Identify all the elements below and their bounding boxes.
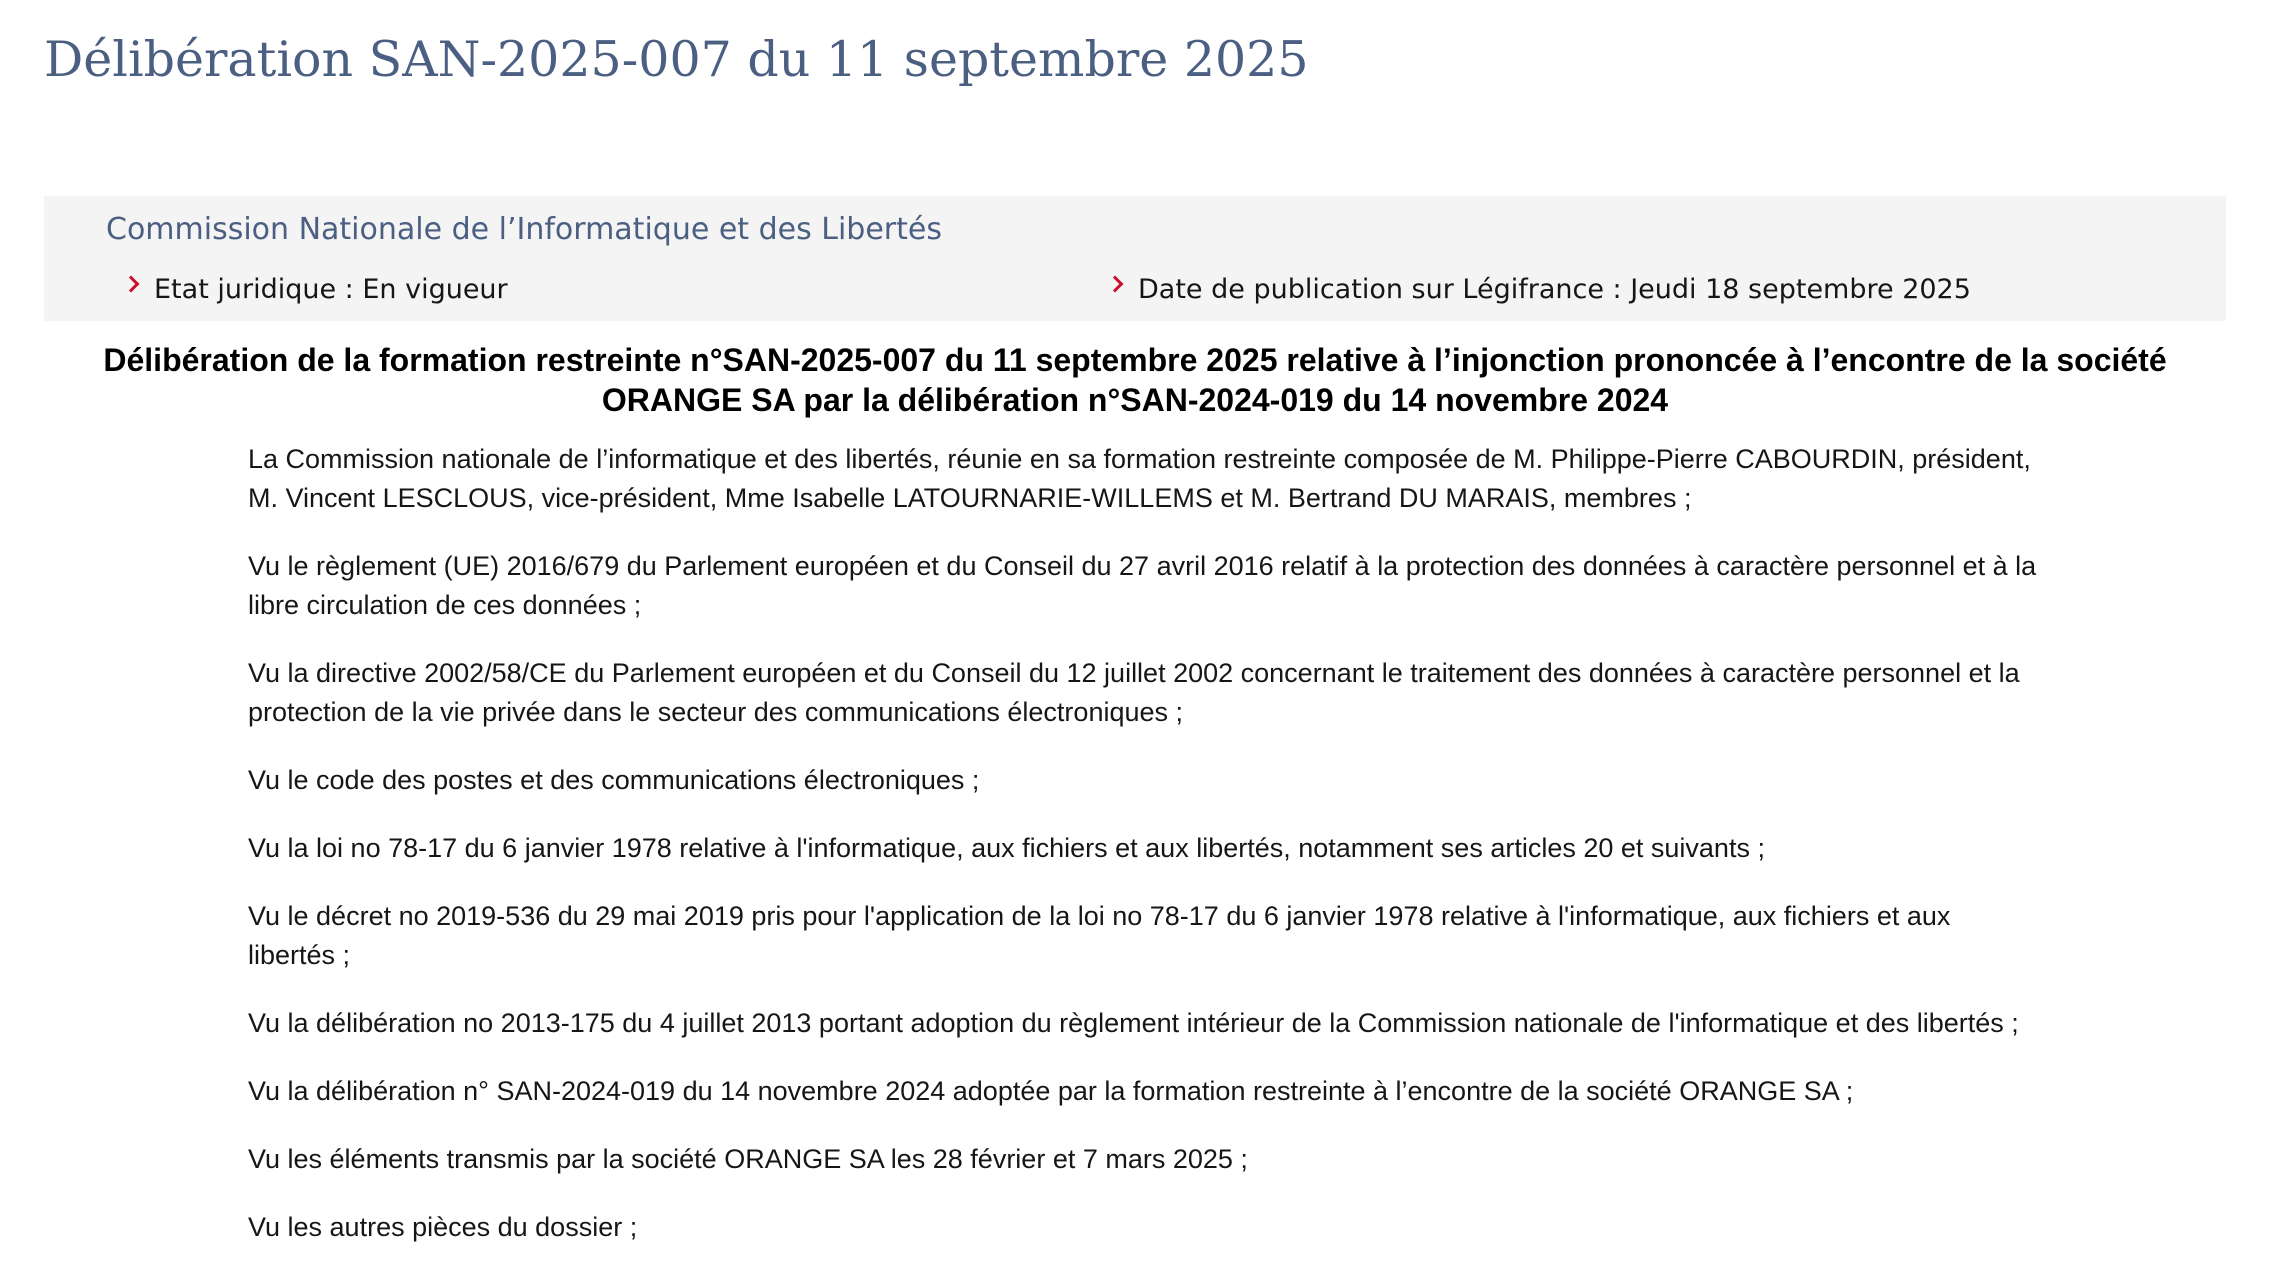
legal-status [154,270,508,310]
document-body [248,440,2038,1276]
chevron-right-icon [1107,276,1124,293]
paragraph-deliberation-2024: Vu la délibération n° SAN-2024-019 du 14 novembre 2024 adoptée par la formation restreinte à l’encontre de la société ORANGE SA ; [248,1076,1854,1106]
legal-status-text: Etat juridique : En vigueur [154,274,508,305]
paragraph-rgpd: Vu le règlement (UE) 2016/679 du Parlement européen et du Conseil du 27 avril 2016 relatif à la protection des données à caractère personnel et à la libre circulation de ces données ; [248,551,2037,620]
document-heading: Délibération de la formation restreinte n°SAN-2025-007 du 11 septembre 2025 relative à l’injonction prononcée à l’encontre de la société ORANGE SA par la délibération n°SAN-2024-019 du 14 novembre 2024 [103,342,2167,418]
chevron-right-icon [123,276,140,293]
publication-date [1138,270,1971,310]
paragraph-loi: Vu la loi no 78-17 du 6 janvier 1978 relative à l'informatique, aux fichiers et aux libertés, notamment ses articles 20 et suivants ; [248,833,1765,863]
publication-date-text: Date de publication sur Légifrance : Jeudi 18 septembre 2025 [1138,274,1971,305]
issuer-name: Commission Nationale de l’Informatique et des Libertés [106,212,942,247]
paragraph-composition: La Commission nationale de l’informatique et des libertés, réunie en sa formation restreinte composée de M. Philippe-Pierre CABOURDIN, président, M. Vincent LESCLOUS, vice-président, Mme Isabelle LATOURNARIE-WILLEMS et M. Bertrand DU MARAIS, membres ; [248,444,2031,513]
paragraph-elements-transmis: Vu les éléments transmis par la société ORANGE SA les 28 février et 7 mars 2025 ; [248,1144,1248,1174]
page-title: Délibération SAN-2025-007 du 11 septembre 2025 [44,31,1309,88]
paragraph-autres-pieces: Vu les autres pièces du dossier ; [248,1212,638,1242]
paragraph-decret: Vu le décret no 2019-536 du 29 mai 2019 pris pour l'application de la loi no 78-17 du 6 janvier 1978 relative à l'informatique, aux fichiers et aux libertés ; [248,901,1951,970]
paragraph-directive: Vu la directive 2002/58/CE du Parlement européen et du Conseil du 12 juillet 2002 concernant le traitement des données à caractère personnel et la protection de la vie privée dans le secteur des communications électroniques ; [248,658,2020,727]
paragraph-code-postes: Vu le code des postes et des communications électroniques ; [248,765,980,795]
paragraph-reglement-interieur: Vu la délibération no 2013-175 du 4 juillet 2013 portant adoption du règlement intérieur de la Commission nationale de l'informatique et des libertés ; [248,1008,2019,1038]
metadata-panel [44,196,2226,321]
